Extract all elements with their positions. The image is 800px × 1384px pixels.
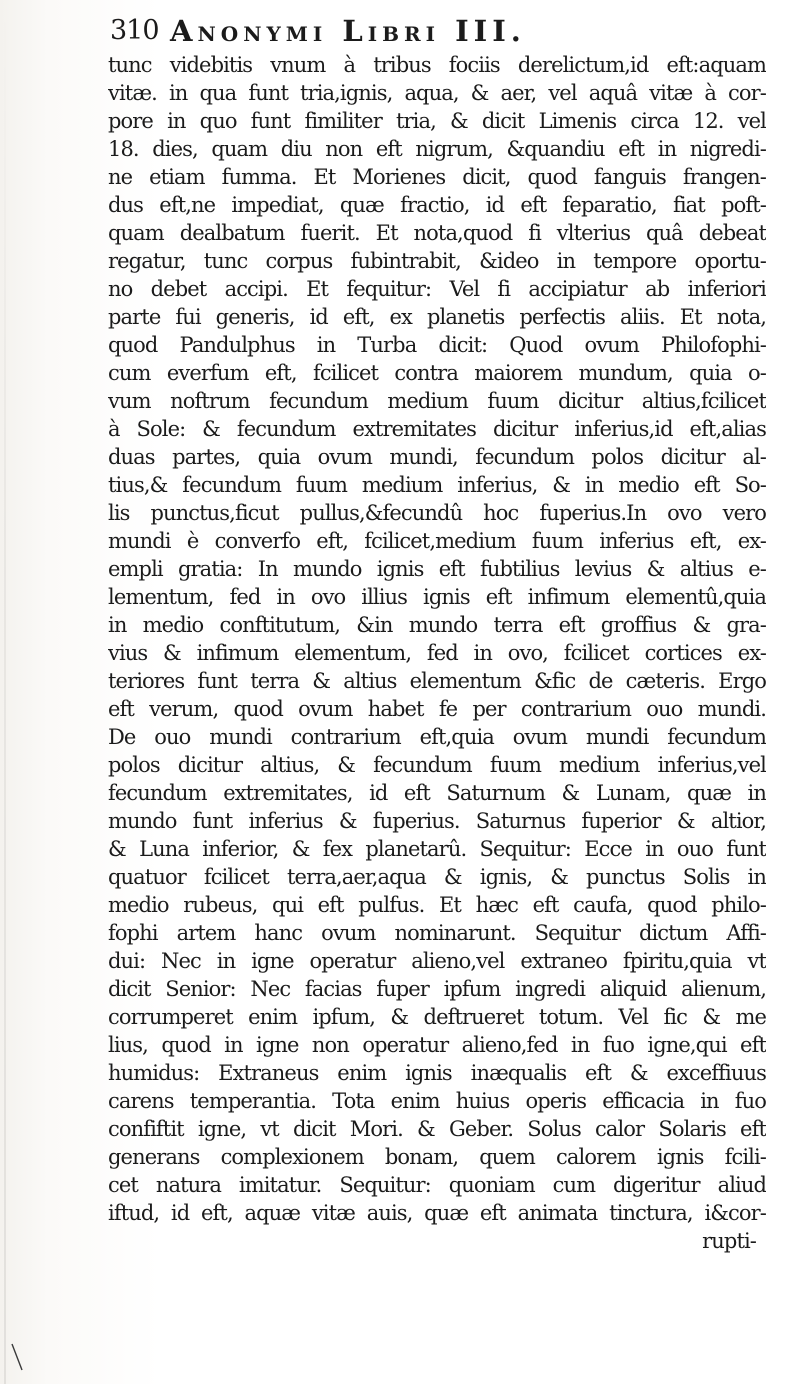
text-line: De ouo mundi contrarium eft,quia ovum mundi fecundum bbox=[108, 725, 766, 749]
text-line: fophi artem hanc ovum nominarunt. Sequitur dictum Affi- bbox=[108, 921, 766, 945]
text-line: regatur, tunc corpus fubintrabit, &ideo in tempore oportu- bbox=[108, 249, 766, 273]
text-line: in medio conftitutum, &in mundo terra eft groffius & gra- bbox=[108, 613, 766, 637]
text-line: medio rubeus, qui eft pulfus. Et hæc eft caufa, quod philo- bbox=[108, 893, 766, 917]
text-line: vitæ. in qua funt tria,ignis, aqua, & aer, vel aquâ vitæ à cor- bbox=[108, 81, 766, 105]
text-line: lis punctus,ficut pullus,&fecundû hoc fuperius.In ovo vero bbox=[108, 501, 766, 525]
text-line: quatuor fcilicet terra,aer,aqua & ignis, & punctus Solis in bbox=[108, 865, 766, 889]
text-line: dui: Nec in igne operatur alieno,vel extraneo fpiritu,quia vt bbox=[108, 949, 766, 973]
text-line: tunc videbitis vnum à tribus fociis derelictum,id eft:aquam bbox=[108, 53, 766, 77]
text-line: humidus: Extraneus enim ignis inæqualis eft & exceffiuus bbox=[108, 1061, 766, 1085]
text-line: duas partes, quia ovum mundi, fecundum polos dicitur al- bbox=[108, 445, 766, 469]
text-line: vius & infimum elementum, fed in ovo, fcilicet cortices ex- bbox=[108, 641, 766, 665]
text-line: mundo funt inferius & fuperius. Saturnus fuperior & altior, bbox=[108, 809, 766, 833]
text-line: tius,& fecundum fuum medium inferius, & in medio eft So- bbox=[108, 473, 766, 497]
text-line: & Luna inferior, & fex planetarû. Sequitur: Ecce in ouo funt bbox=[108, 837, 766, 861]
text-line: ne etiam fumma. Et Morienes dicit, quod fanguis frangen- bbox=[108, 165, 766, 189]
text-line: rupti- bbox=[702, 1229, 756, 1253]
text-line: empli gratia: In mundo ignis eft fubtilius levius & altius e- bbox=[108, 557, 766, 581]
text-line: polos dicitur altius, & fecundum fuum medium inferius,vel bbox=[108, 753, 766, 777]
text-line: iftud, id eft, aquæ vitæ auis, quæ eft animata tinctura, i&cor- bbox=[108, 1201, 766, 1225]
text-line: confiftit igne, vt dicit Mori. & Geber. Solus calor Solaris eft bbox=[108, 1117, 766, 1141]
text-line: generans complexionem bonam, quem calorem ignis fcili- bbox=[108, 1145, 766, 1169]
text-line: teriores funt terra & altius elementum &fic de cæteris. Ergo bbox=[108, 669, 766, 693]
page-header bbox=[110, 2, 760, 50]
page-gutter-shadow bbox=[4, 0, 6, 1384]
text-line: pore in quo funt fimiliter tria, & dicit Limenis circa 12. vel bbox=[108, 109, 766, 133]
text-line: cum everfum eft, fcilicet contra maiorem mundum, quia o- bbox=[108, 361, 766, 385]
text-line: fecundum extremitates, id eft Saturnum & Lunam, quæ in bbox=[108, 781, 766, 805]
text-line: mundi è converfo eft, fcilicet,medium fuum inferius eft, ex- bbox=[108, 529, 766, 553]
running-head: Anonymi Libri III. bbox=[170, 14, 526, 48]
text-line: dicit Senior: Nec facias fuper ipfum ingredi aliquid alienum, bbox=[108, 977, 766, 1001]
text-line: carens temperantia. Tota enim huius operis efficacia in fuo bbox=[108, 1089, 766, 1113]
text-line: vum noftrum fecundum medium fuum dicitur altius,fcilicet bbox=[108, 389, 766, 413]
text-line: lius, quod in igne non operatur alieno,fed in fuo igne,qui eft bbox=[108, 1033, 766, 1057]
text-line: quam dealbatum fuerit. Et nota,quod fi vlterius quâ debeat bbox=[108, 221, 766, 245]
text-line: corrumperet enim ipfum, & deftrueret totum. Vel fic & me bbox=[108, 1005, 766, 1029]
text-line: no debet accipi. Et fequitur: Vel fi accipiatur ab inferiori bbox=[108, 277, 766, 301]
text-line: eft verum, quod ovum habet fe per contrarium ouo mundi. bbox=[108, 697, 766, 721]
page-number: 310 bbox=[110, 15, 159, 46]
text-line: lementum, fed in ovo illius ignis eft infimum elementû,quia bbox=[108, 585, 766, 609]
text-line: 18. dies, quam diu non eft nigrum, &quandiu eft in nigredi- bbox=[108, 137, 766, 161]
text-line: parte fui generis, id eft, ex planetis perfectis aliis. Et nota, bbox=[108, 305, 766, 329]
text-line: dus eft,ne impediat, quæ fractio, id eft feparatio, fiat poft- bbox=[108, 193, 766, 217]
text-line: cet natura imitatur. Sequitur: quoniam cum digeritur aliud bbox=[108, 1173, 766, 1197]
margin-stroke-mark bbox=[10, 1340, 26, 1374]
body-text bbox=[108, 51, 766, 1255]
text-line: quod Pandulphus in Turba dicit: Quod ovum Philofophi- bbox=[108, 333, 766, 357]
text-line: à Sole: & fecundum extremitates dicitur inferius,id eft,alias bbox=[108, 417, 766, 441]
